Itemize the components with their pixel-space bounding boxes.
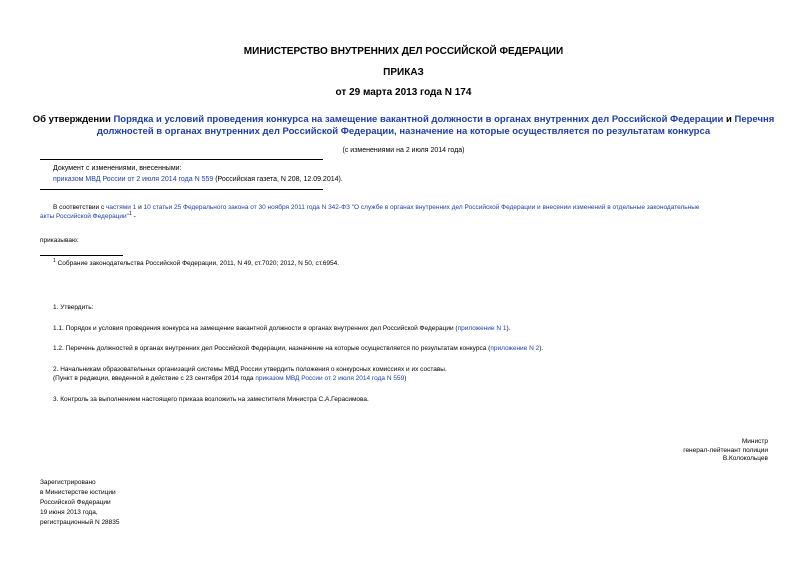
item-1: 1. Утвердить: [53,304,94,311]
changes-reference [53,175,343,184]
preamble-link-part1[interactable]: частями 1 [106,204,137,211]
item-3: 3. Контроль за выполнением настоящего приказа возложить на заместителя Министра С.А.Герасимова. [53,396,369,403]
signature-name: В.Колокольцев [722,455,768,462]
registration-date: 19 июня 2013 года, [40,509,98,516]
item-2-note-end: ) [404,375,407,382]
document-date-number: от 29 марта 2013 года N 174 [335,87,472,98]
document-title [0,114,807,138]
title-link-procedure[interactable]: Порядка и условий проведения конкурса на замещение вакантной должности в органах внутренних дел Российской Федерации [113,114,724,125]
item-1-1-end: ). [506,325,511,332]
document-type: ПРИКАЗ [383,67,424,78]
item-1-1 [53,325,510,334]
item-2-note-link[interactable]: приказом МВД России от 2 июля 2014 года N 559 [255,375,405,382]
footnote-rule [40,255,123,256]
registration-line-3: Российской Федерации [40,499,111,506]
signature-block [568,438,768,464]
changes-source: (Российская газета, N 208, 12.09.2014). [213,176,343,183]
appendix-1-link[interactable]: приложение N 1 [457,325,507,332]
footnote-ref[interactable]: 1 [128,210,132,217]
preamble-text-1: В соответствии с [53,204,107,211]
changes-top-rule [40,159,323,160]
order-word: приказываю: [40,237,79,244]
item-2-note-text: (Пункт в редакции, введенной в действие с 23 сентября 2014 года [53,375,256,382]
preamble-dash: - [131,213,136,220]
preamble-line2 [40,210,136,222]
registration-number: регистрационный N 28835 [40,519,120,526]
footnote [53,257,340,269]
footnote-text: Собрание законодательства Российской Федерации, 2011, N 49, ст.7020; 2012, N 50, ст.6954. [55,260,340,267]
item-1-1-text: 1.1. Порядок и условия проведения конкурса на замещение вакантной должности в органах внутренних дел Российской Федерации ( [53,325,458,332]
ministry-heading: МИНИСТЕРСТВО ВНУТРЕННИХ ДЕЛ РОССИЙСКОЙ ФЕДЕРАЦИИ [243,46,564,57]
title-mid: и [723,114,735,125]
title-link-list[interactable]: Перечня [734,114,775,125]
signature-title: Министр [741,438,768,445]
item-2: 2. Начальникам образовательных организаций системы МВД России утвердить положения о конкурсных комиссиях и их составы. [53,366,447,373]
item-2-note [53,375,406,384]
signature-rank: генерал-лейтенант полиции [683,446,768,454]
changes-link[interactable]: приказом МВД России от 2 июля 2014 года N 559 [53,176,214,183]
registration-line-2: в Министерстве юстиции [40,489,116,496]
title-link-list-continued[interactable]: должностей в органах внутренних дел Российской Федерации, назначение на которые осуществляется по результатам конкурса [96,126,711,137]
preamble-text-2: и [136,204,144,211]
footnote-mark: 1 [53,257,56,264]
appendix-2-link[interactable]: приложение N 2 [490,345,540,352]
changes-label: Документ с изменениями, внесенными: [53,165,182,172]
preamble-link-law-continued[interactable]: акты Российской Федерации" [40,213,129,220]
registration-block [40,478,120,528]
edition-note: (с изменениями на 2 июля 2014 года) [342,147,465,154]
item-1-2-end: ). [539,345,544,352]
preamble [53,204,773,213]
item-1-2 [53,345,543,354]
changes-bottom-rule [40,189,323,190]
preamble-link-law[interactable]: 10 статьи 25 Федерального закона от 30 ноября 2011 года N 342-ФЗ "О службе в органах внутренних дел Российской Федерации и внесении изменений в отдельные законодательные [143,204,700,211]
title-prefix: Об утверждении [32,114,114,125]
item-1-2-text: 1.2. Перечень должностей в органах внутренних дел Российской Федерации, назначение на которые осуществляется по результатам конкурса ( [53,345,491,352]
registration-line-1: Зарегистрировано [40,479,96,486]
